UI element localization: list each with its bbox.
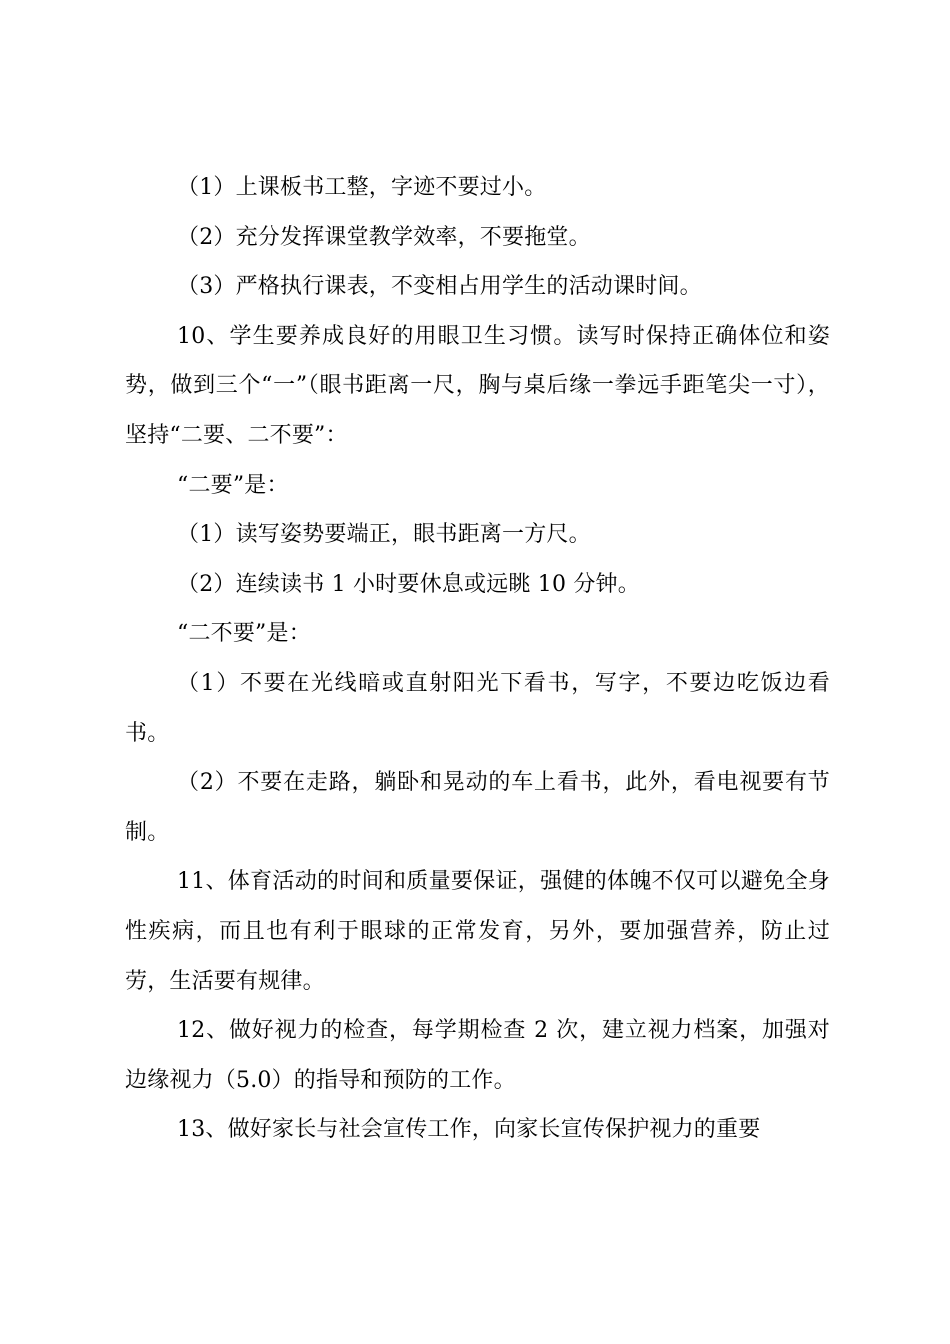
document-body — [125, 163, 830, 1155]
paragraph-9: （1）不要在光线暗或直射阳光下看书，写字，不要边吃饭边看书。 — [125, 670, 830, 746]
paragraph-10: （2）不要在走路，躺卧和晃动的车上看书，此外，看电视要有节制。 — [125, 770, 830, 845]
paragraph-12: 12、做好视力的检查，每学期检查 2 次，建立视力档案，加强对边缘视力（5.0）的指导和预防的工作。 — [125, 1018, 830, 1093]
paragraph-8: “二不要”是： — [177, 621, 311, 647]
paragraph-4: 10、学生要养成良好的用眼卫生习惯。读写时保持正确体位和姿势，做到三个“一”（眼书距离一尺，胸与桌后缘一拳远手距笔尖一寸），坚持“二要、二不要”： — [125, 323, 830, 448]
paragraph-3: （3）严格执行课表，不变相占用学生的活动课时间。 — [177, 274, 702, 300]
paragraph-2: （2）充分发挥课堂教学效率，不要拖堂。 — [177, 224, 591, 250]
paragraph-11: 11、体育活动的时间和质量要保证，强健的体魄不仅可以避免全身性疾病，而且也有利于眼球的正常发育，另外，要加强营养，防止过劳，生活要有规律。 — [125, 869, 830, 994]
paragraph-7: （2）连续读书 1 小时要休息或远眺 10 分钟。 — [177, 571, 640, 597]
paragraph-6: （1）读写姿势要端正，眼书距离一方尺。 — [177, 522, 591, 548]
paragraph-5: “二要”是： — [177, 472, 289, 498]
paragraph-13: 13、做好家长与社会宣传工作，向家长宣传保护视力的重要 — [177, 1117, 761, 1143]
paragraph-1: （1）上课板书工整，字迹不要过小。 — [177, 175, 547, 200]
